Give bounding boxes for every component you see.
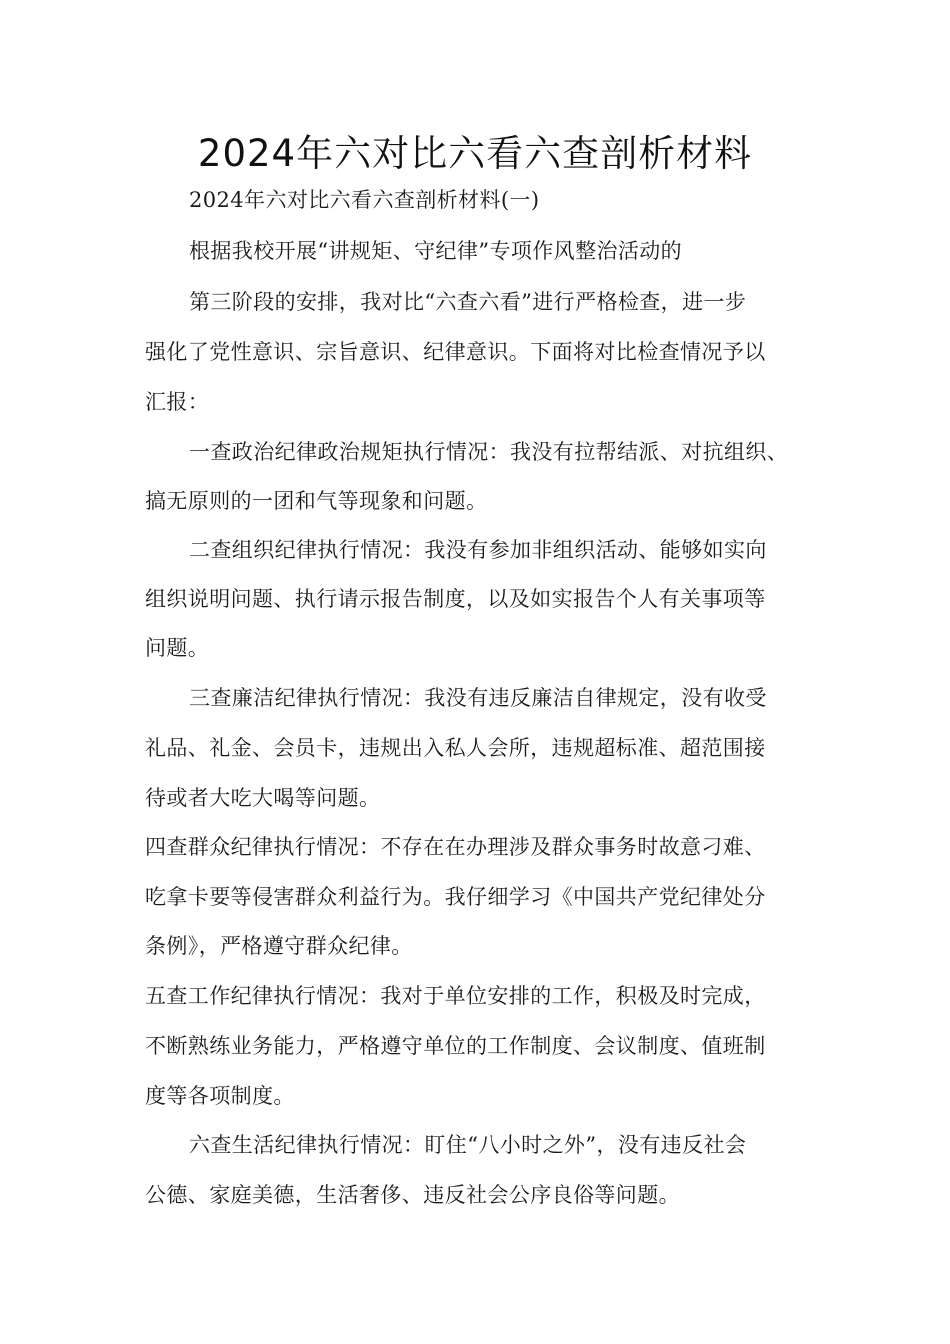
body-line: 一查政治纪律政治规矩执行情况：我没有拉帮结派、对抗组织、 — [189, 440, 789, 464]
subtitle-line: 2024年六对比六看六查剖析材料(一) — [189, 188, 540, 212]
body-line: 公德、家庭美德，生活奢侈、违反社会公序良俗等问题。 — [145, 1183, 680, 1207]
body-line: 六查生活纪律执行情况：盯住“八小时之外”，没有违反社会 — [189, 1133, 747, 1157]
body-line: 礼品、礼金、会员卡，违规出入私人会所，违规超标准、超范围接 — [145, 736, 766, 760]
body-line: 根据我校开展“讲规矩、守纪律”专项作风整治活动的 — [189, 239, 683, 263]
body-line: 组织说明问题、执行请示报告制度，以及如实报告个人有关事项等 — [145, 587, 766, 611]
body-line: 四查群众纪律执行情况：不存在在办理涉及群众事务时故意刁难、 — [145, 835, 766, 859]
body-line: 吃拿卡要等侵害群众利益行为。我仔细学习《中国共产党纪律处分 — [145, 885, 766, 909]
body-line: 强化了党性意识、宗旨意识、纪律意识。下面将对比检查情况予以 — [145, 340, 766, 364]
body-line: 度等各项制度。 — [145, 1084, 295, 1108]
body-line: 五查工作纪律执行情况：我对于单位安排的工作，积极及时完成， — [145, 984, 766, 1008]
body-line: 二查组织纪律执行情况：我没有参加非组织活动、能够如实向 — [189, 538, 767, 562]
body-line: 待或者大吃大喝等问题。 — [145, 786, 381, 810]
body-line: 搞无原则的一团和气等现象和问题。 — [145, 489, 488, 513]
body-line: 汇报： — [145, 390, 210, 414]
body-line: 不断熟练业务能力，严格遵守单位的工作制度、会议制度、值班制 — [145, 1034, 766, 1058]
body-line: 三查廉洁纪律执行情况：我没有违反廉洁自律规定，没有收受 — [189, 686, 767, 710]
body-line: 问题。 — [145, 636, 210, 660]
body-line: 条例》，严格遵守群众纪律。 — [145, 934, 413, 958]
body-line: 第三阶段的安排，我对比“六查六看”进行严格检查，进一步 — [189, 290, 747, 314]
document-title: 2024年六对比六看六查剖析材料 — [197, 132, 753, 175]
